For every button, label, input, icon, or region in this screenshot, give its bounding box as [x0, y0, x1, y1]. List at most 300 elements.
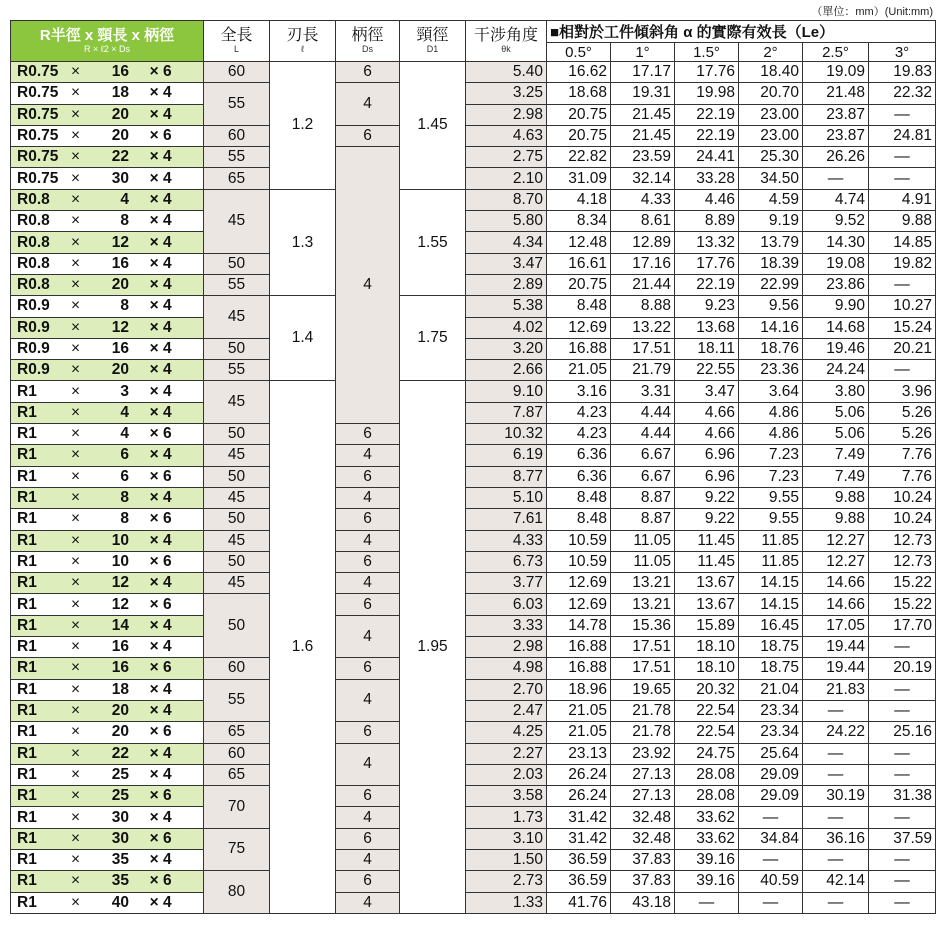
- neck-length-value: 20: [111, 105, 129, 123]
- total-length-cell: 45: [204, 445, 270, 466]
- effective-length-cell: 17.16: [611, 253, 675, 274]
- times-sign: ×: [71, 616, 81, 634]
- times-sign: ×: [149, 318, 163, 336]
- times-sign: ×: [71, 595, 81, 613]
- times-sign: ×: [149, 893, 163, 911]
- neck-length-value: 8: [120, 212, 129, 230]
- effective-length-cell: 4.44: [611, 402, 675, 423]
- tool-code: [11, 573, 204, 594]
- shank-value: 4: [163, 808, 172, 826]
- times-sign: ×: [71, 702, 81, 720]
- total-length-cell: 50: [204, 338, 270, 359]
- shank-value: 6: [163, 425, 172, 443]
- interference-angle-cell: 3.77: [466, 573, 547, 594]
- shank-value: 4: [163, 318, 172, 336]
- shank-value: 4: [163, 212, 172, 230]
- times-sign: ×: [149, 659, 163, 677]
- times-sign: ×: [149, 127, 163, 145]
- times-sign: ×: [71, 659, 81, 677]
- effective-length-cell: 17.70: [869, 615, 936, 636]
- total-length-cell: 55: [204, 147, 270, 168]
- effective-length-cell: 37.83: [611, 871, 675, 892]
- shank-value: 4: [163, 680, 172, 698]
- effective-length-cell: 7.23: [739, 466, 803, 487]
- tool-code: [11, 317, 204, 338]
- effective-length-cell: 24.81: [869, 125, 936, 146]
- tool-code: [11, 530, 204, 551]
- interference-angle-cell: 2.89: [466, 274, 547, 295]
- effective-length-cell: 9.88: [803, 487, 869, 508]
- effective-length-cell: 18.76: [739, 338, 803, 359]
- shank-dia-cell: 4: [336, 487, 400, 508]
- total-length-cell: 50: [204, 424, 270, 445]
- shank-dia-cell: 4: [336, 573, 400, 594]
- times-sign: ×: [71, 403, 81, 421]
- shank-value: 4: [163, 616, 172, 634]
- radius-value: R1: [17, 638, 37, 656]
- neck-length-value: 40: [111, 893, 129, 911]
- effective-length-cell: —: [675, 892, 739, 913]
- times-sign: ×: [149, 702, 163, 720]
- effective-length-cell: 22.54: [675, 722, 739, 743]
- times-sign: ×: [149, 787, 163, 805]
- neck-length-value: 16: [111, 638, 129, 656]
- effective-length-cell: 7.76: [869, 445, 936, 466]
- radius-value: R1: [17, 403, 37, 421]
- times-sign: ×: [71, 851, 81, 869]
- shank-dia-cell: 6: [336, 62, 400, 83]
- shank-value: 4: [163, 169, 172, 187]
- effective-length-cell: 6.96: [675, 466, 739, 487]
- effective-length-cell: 16.62: [547, 62, 611, 83]
- tool-code: [11, 679, 204, 700]
- effective-length-cell: 27.13: [611, 786, 675, 807]
- neck-length-value: 12: [111, 318, 129, 336]
- effective-length-cell: 40.59: [739, 871, 803, 892]
- interference-angle-cell: 2.27: [466, 743, 547, 764]
- effective-length-cell: 6.67: [611, 445, 675, 466]
- table-row: [11, 764, 936, 785]
- times-sign: ×: [149, 105, 163, 123]
- neck-length-value: 35: [111, 872, 129, 890]
- times-sign: ×: [149, 233, 163, 251]
- shank-value: 4: [163, 765, 172, 783]
- shank-value: 4: [163, 340, 172, 357]
- interference-angle-cell: 6.03: [466, 594, 547, 615]
- interference-angle-cell: 3.58: [466, 786, 547, 807]
- shank-value: 4: [163, 574, 172, 592]
- effective-length-cell: 13.67: [675, 573, 739, 594]
- tool-code: [11, 189, 204, 210]
- radius-value: R1: [17, 574, 37, 592]
- neck-length-value: 8: [120, 510, 129, 528]
- effective-length-cell: 26.26: [803, 147, 869, 168]
- times-sign: ×: [71, 425, 81, 443]
- effective-length-cell: 18.40: [739, 62, 803, 83]
- shank-dia-cell: 4: [336, 147, 400, 424]
- interference-angle-cell: 4.98: [466, 658, 547, 679]
- col-header-effective-length: ■相對於工件傾斜角 α 的實際有效長（Le）: [547, 21, 936, 43]
- tool-code: [11, 445, 204, 466]
- interference-angle-cell: 6.19: [466, 445, 547, 466]
- effective-length-cell: 23.92: [611, 743, 675, 764]
- effective-length-cell: 42.14: [803, 871, 869, 892]
- radius-value: R1: [17, 531, 37, 549]
- effective-length-cell: 22.32: [869, 83, 936, 104]
- effective-length-cell: 12.69: [547, 317, 611, 338]
- shank-dia-cell: 6: [336, 786, 400, 807]
- table-row: [11, 83, 936, 104]
- effective-length-cell: 39.16: [675, 849, 739, 870]
- effective-length-cell: —: [869, 637, 936, 658]
- table-row: [11, 232, 936, 253]
- spec-table: [10, 20, 936, 914]
- table-row: [11, 211, 936, 232]
- radius-value: R1: [17, 467, 37, 485]
- radius-value: R1: [17, 595, 37, 613]
- times-sign: ×: [71, 744, 81, 762]
- effective-length-cell: 13.68: [675, 317, 739, 338]
- neck-length-value: 20: [111, 276, 129, 294]
- effective-length-cell: 29.09: [739, 764, 803, 785]
- times-sign: ×: [71, 127, 81, 145]
- radius-value: R1: [17, 382, 37, 400]
- effective-length-cell: —: [869, 274, 936, 295]
- effective-length-cell: 3.64: [739, 381, 803, 402]
- effective-length-cell: 20.75: [547, 104, 611, 125]
- effective-length-cell: —: [739, 849, 803, 870]
- shank-dia-cell: 4: [336, 679, 400, 722]
- effective-length-cell: 4.33: [611, 189, 675, 210]
- times-sign: ×: [149, 425, 163, 443]
- effective-length-cell: —: [803, 743, 869, 764]
- times-sign: ×: [149, 254, 163, 272]
- times-sign: ×: [71, 297, 81, 315]
- times-sign: ×: [71, 723, 81, 741]
- shank-value: 6: [163, 723, 172, 741]
- tool-code: [11, 147, 204, 168]
- effective-length-cell: 23.00: [739, 104, 803, 125]
- effective-length-cell: 24.24: [803, 360, 869, 381]
- effective-length-cell: 31.42: [547, 807, 611, 828]
- effective-length-cell: 9.22: [675, 487, 739, 508]
- times-sign: ×: [71, 872, 81, 890]
- table-row: [11, 700, 936, 721]
- effective-length-cell: 4.86: [739, 424, 803, 445]
- shank-dia-cell: 6: [336, 658, 400, 679]
- interference-angle-cell: 8.70: [466, 189, 547, 210]
- shank-value: 4: [163, 744, 172, 762]
- effective-length-cell: 31.09: [547, 168, 611, 189]
- tool-code: [11, 274, 204, 295]
- interference-angle-cell: 2.47: [466, 700, 547, 721]
- tool-code: [11, 615, 204, 636]
- neck-length-value: 20: [111, 127, 129, 145]
- times-sign: ×: [71, 169, 81, 187]
- neck-length-value: 30: [111, 808, 129, 826]
- effective-length-cell: —: [869, 764, 936, 785]
- effective-length-cell: 6.96: [675, 445, 739, 466]
- effective-length-cell: 12.27: [803, 530, 869, 551]
- effective-length-cell: 8.88: [611, 296, 675, 317]
- effective-length-cell: 24.75: [675, 743, 739, 764]
- tool-code: [11, 764, 204, 785]
- effective-length-cell: 13.21: [611, 594, 675, 615]
- effective-length-cell: 23.34: [739, 722, 803, 743]
- tool-code: [11, 700, 204, 721]
- table-row: [11, 381, 936, 402]
- effective-length-cell: —: [869, 360, 936, 381]
- effective-length-cell: 34.84: [739, 828, 803, 849]
- shank-value: 4: [163, 297, 172, 315]
- neck-length-value: 14: [111, 616, 129, 634]
- shank-dia-cell: 4: [336, 445, 400, 466]
- effective-length-cell: 9.23: [675, 296, 739, 317]
- radius-value: R0.8: [17, 276, 50, 294]
- effective-length-cell: —: [739, 807, 803, 828]
- effective-length-cell: 18.39: [739, 253, 803, 274]
- shank-value: 6: [163, 595, 172, 613]
- effective-length-cell: 18.96: [547, 679, 611, 700]
- shank-value: 6: [163, 552, 172, 570]
- effective-length-cell: 14.16: [739, 317, 803, 338]
- effective-length-cell: 10.24: [869, 509, 936, 530]
- table-row: [11, 104, 936, 125]
- neck-length-value: 4: [120, 190, 129, 208]
- interference-angle-cell: 2.70: [466, 679, 547, 700]
- times-sign: ×: [71, 190, 81, 208]
- interference-angle-cell: 5.80: [466, 211, 547, 232]
- times-sign: ×: [149, 276, 163, 294]
- total-length-cell: 70: [204, 786, 270, 829]
- tool-code: [11, 807, 204, 828]
- times-sign: ×: [71, 638, 81, 656]
- effective-length-cell: 18.75: [739, 658, 803, 679]
- interference-angle-cell: 4.34: [466, 232, 547, 253]
- effective-length-cell: 5.26: [869, 402, 936, 423]
- times-sign: ×: [149, 680, 163, 698]
- shank-dia-cell: 4: [336, 743, 400, 786]
- effective-length-cell: 22.99: [739, 274, 803, 295]
- interference-angle-cell: 2.66: [466, 360, 547, 381]
- interference-angle-cell: 2.03: [466, 764, 547, 785]
- times-sign: ×: [149, 829, 163, 847]
- effective-length-cell: 13.32: [675, 232, 739, 253]
- effective-length-cell: 26.24: [547, 764, 611, 785]
- effective-length-cell: 17.51: [611, 637, 675, 658]
- times-sign: ×: [71, 254, 81, 272]
- effective-length-cell: 25.64: [739, 743, 803, 764]
- effective-length-cell: 43.18: [611, 892, 675, 913]
- tool-code: [11, 849, 204, 870]
- effective-length-cell: 19.65: [611, 679, 675, 700]
- effective-length-cell: 23.13: [547, 743, 611, 764]
- neck-dia-cell: 1.45: [400, 62, 466, 190]
- shank-value: 6: [163, 467, 172, 485]
- effective-length-cell: 8.34: [547, 211, 611, 232]
- neck-length-value: 12: [111, 574, 129, 592]
- tool-code: [11, 62, 204, 83]
- shank-dia-cell: 4: [336, 849, 400, 870]
- neck-length-value: 22: [111, 744, 129, 762]
- effective-length-cell: 11.85: [739, 551, 803, 572]
- effective-length-cell: 21.48: [803, 83, 869, 104]
- table-row: [11, 849, 936, 870]
- table-row: [11, 807, 936, 828]
- radius-value: R0.75: [17, 127, 59, 145]
- shank-value: 6: [163, 659, 172, 677]
- total-length-cell: 45: [204, 530, 270, 551]
- angle-header: 3°: [869, 43, 936, 62]
- effective-length-cell: 19.44: [803, 637, 869, 658]
- effective-length-cell: 12.73: [869, 551, 936, 572]
- effective-length-cell: 15.22: [869, 594, 936, 615]
- total-length-cell: 75: [204, 828, 270, 871]
- effective-length-cell: 27.13: [611, 764, 675, 785]
- total-length-cell: 50: [204, 466, 270, 487]
- effective-length-cell: 8.48: [547, 296, 611, 317]
- total-length-cell: 65: [204, 764, 270, 785]
- shank-dia-cell: 6: [336, 722, 400, 743]
- effective-length-cell: 17.76: [675, 62, 739, 83]
- effective-length-cell: 25.30: [739, 147, 803, 168]
- total-length-cell: 55: [204, 679, 270, 722]
- effective-length-cell: 23.87: [803, 104, 869, 125]
- table-row: [11, 573, 936, 594]
- interference-angle-cell: 4.25: [466, 722, 547, 743]
- radius-value: R0.9: [17, 361, 50, 379]
- effective-length-cell: 21.05: [547, 700, 611, 721]
- times-sign: ×: [71, 276, 81, 294]
- effective-length-cell: 12.69: [547, 594, 611, 615]
- effective-length-cell: 16.88: [547, 637, 611, 658]
- effective-length-cell: 15.89: [675, 615, 739, 636]
- shank-dia-cell: 4: [336, 530, 400, 551]
- blade-length-cell: 1.4: [270, 296, 336, 381]
- times-sign: ×: [149, 510, 163, 528]
- times-sign: ×: [149, 63, 163, 81]
- tool-code: [11, 232, 204, 253]
- effective-length-cell: 23.86: [803, 274, 869, 295]
- effective-length-cell: 5.06: [803, 424, 869, 445]
- interference-angle-cell: 3.47: [466, 253, 547, 274]
- times-sign: ×: [71, 510, 81, 528]
- interference-angle-cell: 1.50: [466, 849, 547, 870]
- radius-value: R0.8: [17, 254, 50, 272]
- neck-length-value: 12: [111, 595, 129, 613]
- interference-angle-cell: 3.33: [466, 615, 547, 636]
- total-length-cell: 45: [204, 296, 270, 339]
- radius-value: R0.75: [17, 84, 59, 102]
- effective-length-cell: 21.79: [611, 360, 675, 381]
- effective-length-cell: 33.62: [675, 807, 739, 828]
- times-sign: ×: [149, 467, 163, 485]
- interference-angle-cell: 2.98: [466, 637, 547, 658]
- shank-dia-cell: 6: [336, 594, 400, 615]
- effective-length-cell: —: [869, 168, 936, 189]
- times-sign: ×: [71, 574, 81, 592]
- total-length-cell: 60: [204, 743, 270, 764]
- radius-value: R0.75: [17, 148, 59, 166]
- radius-value: R1: [17, 765, 37, 783]
- times-sign: ×: [149, 169, 163, 187]
- radius-value: R0.8: [17, 233, 50, 251]
- times-sign: ×: [71, 680, 81, 698]
- total-length-cell: 45: [204, 573, 270, 594]
- effective-length-cell: 31.42: [547, 828, 611, 849]
- effective-length-cell: —: [869, 849, 936, 870]
- effective-length-cell: 10.59: [547, 551, 611, 572]
- tool-code: [11, 509, 204, 530]
- effective-length-cell: —: [869, 807, 936, 828]
- effective-length-cell: 14.30: [803, 232, 869, 253]
- effective-length-cell: 18.11: [675, 338, 739, 359]
- effective-length-cell: 12.27: [803, 551, 869, 572]
- table-row: [11, 253, 936, 274]
- effective-length-cell: 22.19: [675, 125, 739, 146]
- effective-length-cell: 9.52: [803, 211, 869, 232]
- times-sign: ×: [71, 552, 81, 570]
- shank-dia-cell: 4: [336, 615, 400, 658]
- effective-length-cell: —: [739, 892, 803, 913]
- effective-length-cell: 36.16: [803, 828, 869, 849]
- shank-value: 4: [163, 489, 172, 507]
- effective-length-cell: 34.50: [739, 168, 803, 189]
- col-header-interference-angle: 干涉角度 θk: [466, 21, 547, 62]
- radius-value: R1: [17, 787, 37, 805]
- effective-length-cell: 12.89: [611, 232, 675, 253]
- table-row: [11, 871, 936, 892]
- radius-value: R1: [17, 808, 37, 826]
- table-row: [11, 722, 936, 743]
- effective-length-cell: 7.76: [869, 466, 936, 487]
- tool-code: [11, 168, 204, 189]
- unit-note: （單位：mm）(Unit:mm): [811, 6, 933, 18]
- effective-length-cell: —: [803, 849, 869, 870]
- effective-length-cell: 20.75: [547, 274, 611, 295]
- effective-length-cell: 9.55: [739, 487, 803, 508]
- total-length-cell: 65: [204, 722, 270, 743]
- effective-length-cell: 4.86: [739, 402, 803, 423]
- times-sign: ×: [149, 361, 163, 379]
- times-sign: ×: [71, 765, 81, 783]
- table-row: [11, 637, 936, 658]
- effective-length-cell: 4.66: [675, 424, 739, 445]
- total-length-cell: 45: [204, 189, 270, 253]
- times-sign: ×: [149, 808, 163, 826]
- table-row: [11, 594, 936, 615]
- effective-length-cell: 16.45: [739, 615, 803, 636]
- times-sign: ×: [149, 616, 163, 634]
- interference-angle-cell: 5.40: [466, 62, 547, 83]
- radius-value: R1: [17, 702, 37, 720]
- neck-length-value: 16: [111, 254, 129, 272]
- radius-value: R0.75: [17, 169, 59, 187]
- times-sign: ×: [149, 872, 163, 890]
- effective-length-cell: 19.09: [803, 62, 869, 83]
- effective-length-cell: 13.22: [611, 317, 675, 338]
- effective-length-cell: 7.49: [803, 445, 869, 466]
- col-header-neck-dia: 頸徑 D1: [400, 21, 466, 62]
- times-sign: ×: [71, 318, 81, 336]
- shank-value: 6: [163, 872, 172, 890]
- blade-length-cell: 1.2: [270, 62, 336, 190]
- effective-length-cell: 17.17: [611, 62, 675, 83]
- shank-dia-cell: 4: [336, 83, 400, 126]
- effective-length-cell: 8.48: [547, 487, 611, 508]
- tool-code: [11, 381, 204, 402]
- tool-code: [11, 637, 204, 658]
